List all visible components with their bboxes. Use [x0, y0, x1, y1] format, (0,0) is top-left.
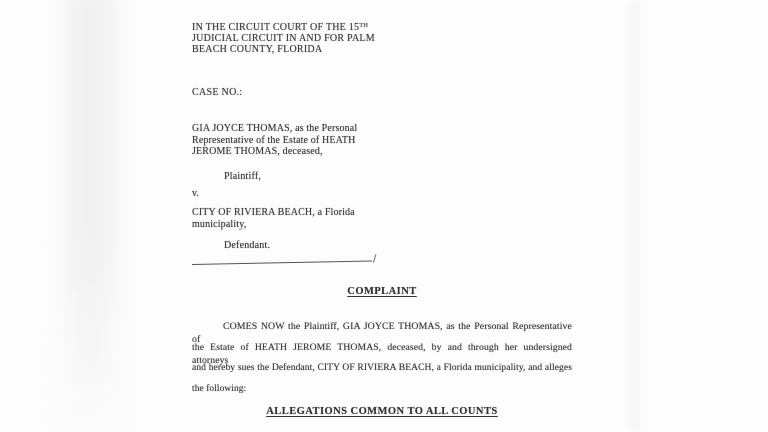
case-number-label: CASE NO.: — [192, 87, 243, 98]
complaint-body-paragraph — [192, 320, 572, 404]
allegations-heading-text: ALLEGATIONS COMMON TO ALL COUNTS — [266, 406, 498, 417]
page-edge-blur-left — [52, 0, 130, 432]
separator-slash: / — [372, 251, 377, 266]
court-header-line-1-text: IN THE CIRCUIT COURT OF THE 15 — [192, 22, 360, 33]
court-header-line-3: BEACH COUNTY, FLORIDA — [192, 43, 323, 55]
plaintiff-designation: Plaintiff, — [224, 171, 262, 182]
ordinal-superscript: TH — [359, 21, 368, 29]
body-line: COMES NOW the Plaintiff, GIA JOYCE THOMAS, as the Personal Representative of — [192, 321, 572, 345]
complaint-title — [192, 286, 572, 297]
body-line: the following: — [192, 384, 247, 394]
plaintiff-line-3: JEROME THOMAS, deceased, — [192, 146, 323, 157]
defendant-designation: Defendant. — [224, 240, 271, 251]
body-line: the Estate of HEATH JEROME THOMAS, deceased, by and through her undersigned attorneys — [192, 342, 572, 366]
defendant-line-2: municipality, — [192, 218, 247, 230]
plaintiff-line-2: Representative of the Estate of HEATH — [192, 134, 356, 146]
allegations-heading — [192, 406, 572, 417]
page-edge-blur-right — [630, 0, 640, 432]
versus-abbreviation: v. — [192, 188, 199, 199]
complaint-document — [192, 0, 572, 432]
court-header-line-2: JUDICIAL CIRCUIT IN AND FOR PALM — [192, 33, 375, 45]
defendant-name-block — [192, 207, 572, 230]
defendant-line-1: CITY OF RIVIERA BEACH, a Florida — [192, 207, 355, 218]
plaintiff-name-block — [192, 123, 572, 158]
separator-underline — [192, 260, 372, 265]
plaintiff-line-1: GIA JOYCE THOMAS, as the Personal — [192, 123, 358, 134]
body-line: and hereby sues the Defendant, CITY OF RIVIERA BEACH, a Florida municipality, and alleges — [192, 363, 572, 373]
complaint-title-text: COMPLAINT — [347, 286, 417, 297]
court-header — [192, 23, 572, 55]
